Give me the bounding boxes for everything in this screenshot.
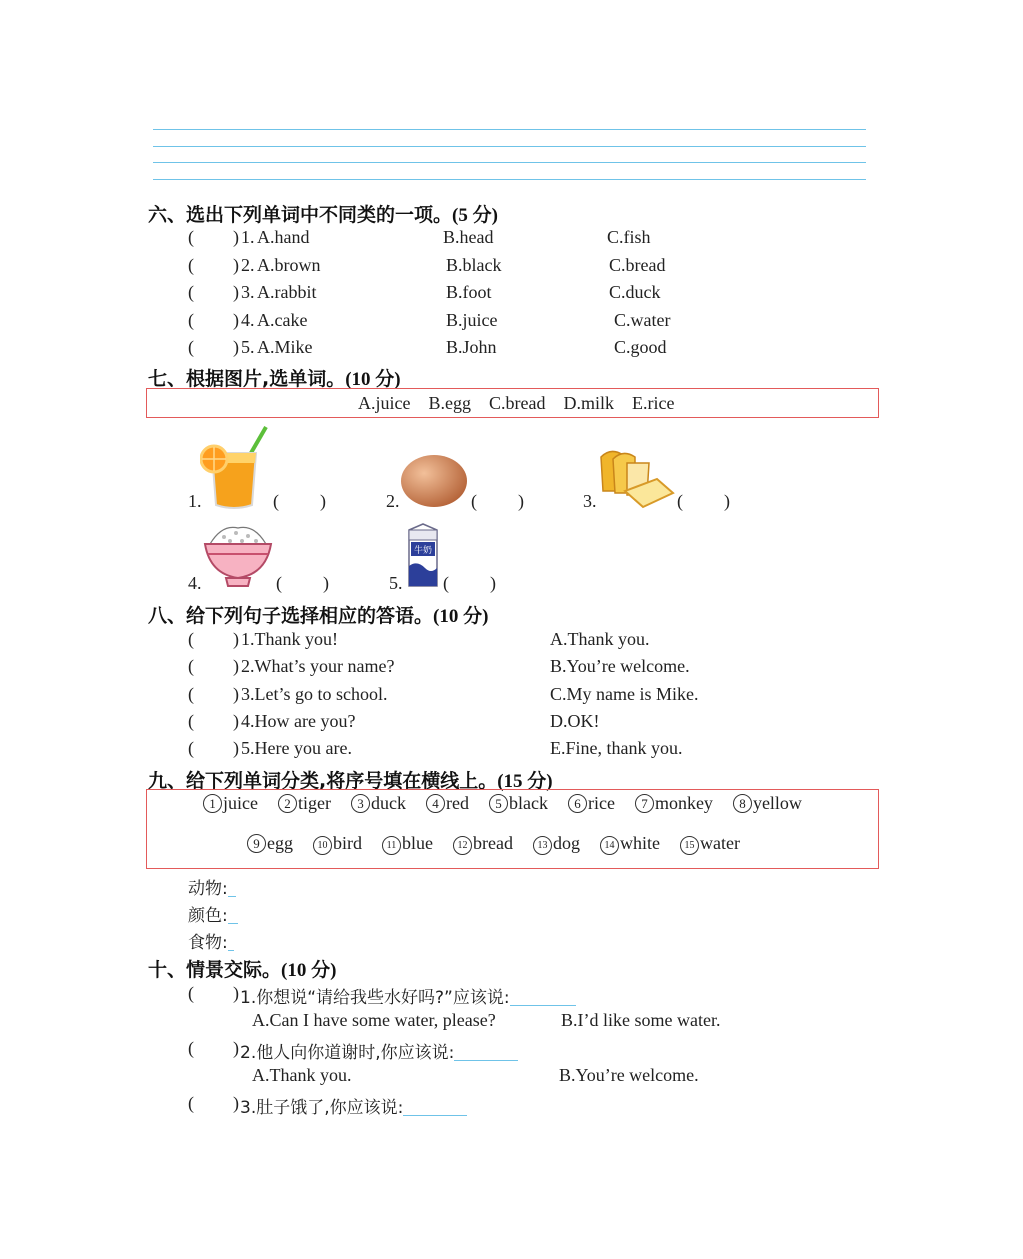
bread-icon: [597, 447, 675, 509]
answer-option: B.You’re welcome.: [550, 656, 690, 676]
answer-paren: ): [233, 983, 239, 1003]
pic-num: 3.: [583, 491, 597, 511]
answer-paren: ): [233, 656, 239, 676]
answer-line[interactable]: [228, 880, 236, 897]
word: black: [508, 793, 548, 813]
option-c: C.water: [614, 310, 671, 330]
answer-option: A.Thank you.: [550, 629, 650, 649]
answer-paren[interactable]: (: [188, 684, 194, 704]
option-a: A.Mike: [257, 337, 313, 357]
pic-num: 2.: [386, 491, 400, 511]
answer-paren[interactable]: (: [188, 1038, 194, 1058]
answer-paren[interactable]: (: [471, 491, 477, 511]
option: C.bread: [488, 393, 546, 413]
answer-option: E.Fine, thank you.: [550, 738, 683, 758]
answer-option: C.My name is Mike.: [550, 684, 699, 704]
answer-paren[interactable]: (: [677, 491, 683, 511]
word-list-row: [203, 793, 822, 814]
section-10-heading: 十、情景交际。(10 分): [148, 959, 337, 981]
choice-a: A.Can I have some water, please?: [252, 1010, 496, 1030]
choice-b: B.I’d like some water.: [561, 1010, 721, 1030]
answer-paren[interactable]: (: [188, 282, 194, 302]
answer-paren: ): [320, 491, 326, 511]
writing-line: [153, 129, 866, 130]
word: egg: [267, 833, 293, 853]
answer-line[interactable]: [454, 1044, 518, 1061]
circled-number: 10: [313, 836, 332, 855]
category-animals: 动物:: [188, 874, 236, 899]
choice-b: B.You’re welcome.: [559, 1065, 699, 1085]
circled-number: 11: [382, 836, 401, 855]
answer-paren: ): [233, 282, 239, 302]
question-3: 3.肚子饿了,你应该说:: [240, 1093, 467, 1118]
item-number: 5.: [241, 337, 255, 357]
answer-paren[interactable]: (: [188, 711, 194, 731]
answer-paren: ): [233, 684, 239, 704]
circled-number: 14: [600, 836, 619, 855]
word-item: [247, 833, 293, 853]
option-a: A.rabbit: [257, 282, 317, 302]
writing-line: [153, 146, 866, 147]
word-item: [313, 833, 362, 853]
question: 4.How are you?: [241, 711, 356, 731]
answer-paren[interactable]: (: [188, 983, 194, 1003]
category-colors: 颜色:: [188, 901, 238, 926]
writing-line: [153, 162, 866, 163]
circled-number: 13: [533, 836, 552, 855]
option-a: A.brown: [257, 255, 321, 275]
answer-paren[interactable]: (: [188, 738, 194, 758]
question-2: 2.他人向你道谢时,你应该说:: [240, 1038, 518, 1063]
option: D.milk: [563, 393, 614, 413]
question-1: 1.你想说“请给我些水好吗?”应该说:: [240, 983, 576, 1008]
word: bird: [333, 833, 362, 853]
word-item: [382, 833, 433, 853]
answer-paren: ): [724, 491, 730, 511]
word-item: [733, 793, 802, 813]
circled-number: 8: [733, 794, 752, 813]
answer-paren[interactable]: (: [188, 629, 194, 649]
option-a: A.cake: [257, 310, 308, 330]
pic-num: 1.: [188, 491, 202, 511]
answer-paren[interactable]: (: [188, 227, 194, 247]
egg-icon: [399, 453, 469, 509]
item-number: 3.: [241, 282, 255, 302]
answer-option: D.OK!: [550, 711, 600, 731]
option-c: C.duck: [609, 282, 661, 302]
option-b: B.juice: [446, 310, 498, 330]
carton-label: 牛奶: [413, 546, 433, 556]
word-item: [453, 833, 513, 853]
answer-paren[interactable]: (: [188, 310, 194, 330]
question: 1.Thank you!: [241, 629, 338, 649]
word-item: [278, 793, 331, 813]
juice-icon: [200, 425, 272, 511]
answer-paren: ): [233, 738, 239, 758]
section-6-heading: 六、选出下列单词中不同类的一项。(5 分): [148, 204, 498, 226]
circled-number: 5: [489, 794, 508, 813]
circled-number: 15: [680, 836, 699, 855]
option-b: B.John: [446, 337, 497, 357]
choice-a: A.Thank you.: [252, 1065, 352, 1085]
milk-carton-icon: [403, 522, 443, 588]
answer-line[interactable]: [510, 989, 576, 1006]
option-c: C.fish: [607, 227, 651, 247]
circled-number: 9: [247, 834, 266, 853]
word-bank-options: [358, 393, 674, 414]
answer-paren[interactable]: (: [276, 573, 282, 593]
option-c: C.good: [614, 337, 667, 357]
circled-number: 6: [568, 794, 587, 813]
item-number: 2.: [241, 255, 255, 275]
answer-paren: ): [233, 227, 239, 247]
circled-number: 12: [453, 836, 472, 855]
word: bread: [473, 833, 513, 853]
answer-paren: ): [233, 310, 239, 330]
category-food: 食物:: [188, 928, 234, 953]
answer-line[interactable]: [403, 1099, 467, 1116]
word-item: [203, 793, 258, 813]
word-item: [635, 793, 713, 813]
answer-paren: ): [518, 491, 524, 511]
word: juice: [223, 793, 258, 813]
answer-paren: ): [233, 1038, 239, 1058]
option-a: A.hand: [257, 227, 310, 247]
answer-paren: ): [233, 629, 239, 649]
word-item: [351, 793, 406, 813]
word: dog: [552, 833, 580, 853]
answer-paren: ): [233, 255, 239, 275]
circled-number: 2: [278, 794, 297, 813]
option-b: B.foot: [446, 282, 492, 302]
word-item: [600, 833, 660, 853]
word-item: [533, 833, 580, 853]
question: 3.Let’s go to school.: [241, 684, 388, 704]
answer-line[interactable]: [228, 907, 238, 924]
word: white: [619, 833, 660, 853]
pic-num: 4.: [188, 573, 202, 593]
answer-paren: ): [233, 711, 239, 731]
circled-number: 3: [351, 794, 370, 813]
word-item: [489, 793, 548, 813]
option-c: C.bread: [609, 255, 666, 275]
word: yellow: [752, 793, 802, 813]
answer-paren: ): [233, 337, 239, 357]
answer-paren: ): [323, 573, 329, 593]
answer-paren: ): [490, 573, 496, 593]
option-b: B.black: [446, 255, 502, 275]
answer-paren[interactable]: (: [273, 491, 279, 511]
pic-num: 5.: [389, 573, 403, 593]
section-7-heading: 七、根据图片,选单词。(10 分): [148, 368, 401, 390]
question: 5.Here you are.: [241, 738, 352, 758]
answer-paren[interactable]: (: [443, 573, 449, 593]
answer-paren[interactable]: (: [188, 1093, 194, 1113]
word: rice: [587, 793, 615, 813]
word-item: [680, 833, 740, 853]
question: 2.What’s your name?: [241, 656, 395, 676]
word: blue: [402, 833, 433, 853]
circled-number: 7: [635, 794, 654, 813]
circled-number: 1: [203, 794, 222, 813]
option: A.juice: [358, 393, 411, 413]
circled-number: 4: [426, 794, 445, 813]
word: duck: [370, 793, 406, 813]
item-number: 1.: [241, 227, 255, 247]
section-8-heading: 八、给下列句子选择相应的答语。(10 分): [148, 605, 489, 627]
word-item: [426, 793, 469, 813]
word-item: [568, 793, 615, 813]
word: red: [445, 793, 469, 813]
answer-paren: ): [233, 1093, 239, 1113]
word: monkey: [654, 793, 713, 813]
writing-line: [153, 179, 866, 180]
section-9-heading: 九、给下列单词分类,将序号填在横线上。(15 分): [148, 770, 553, 792]
option: B.egg: [428, 393, 471, 413]
option-b: B.head: [443, 227, 494, 247]
answer-line[interactable]: [228, 934, 234, 951]
answer-paren[interactable]: (: [188, 656, 194, 676]
answer-paren[interactable]: (: [188, 337, 194, 357]
word-list-row: [247, 833, 760, 855]
option: E.rice: [631, 393, 675, 413]
item-number: 4.: [241, 310, 255, 330]
answer-paren[interactable]: (: [188, 255, 194, 275]
rice-bowl-icon: [202, 522, 274, 590]
word: water: [699, 833, 740, 853]
word: tiger: [297, 793, 331, 813]
